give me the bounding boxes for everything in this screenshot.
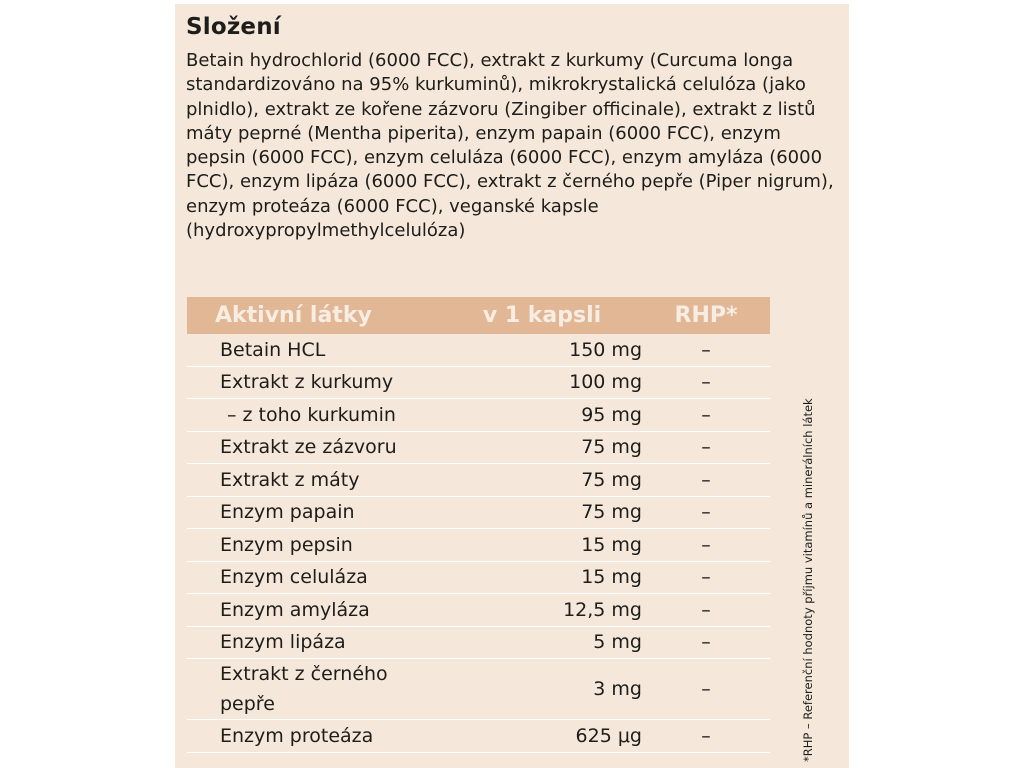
ingredient-amount: 95 mg — [442, 399, 642, 432]
rhp-footnote: *RHP – Referenční hodnoty příjmu vitamínů a minerálních látek — [801, 398, 815, 762]
ingredient-rhp: – — [642, 366, 770, 399]
ingredient-name: Extrakt z máty — [187, 464, 442, 497]
ingredient-rhp: – — [642, 720, 770, 753]
ingredient-amount: 150 mg — [442, 334, 642, 366]
ingredient-rhp: – — [642, 561, 770, 594]
table-row — [187, 399, 770, 432]
ingredient-rhp: – — [642, 626, 770, 659]
ingredient-name: Enzym amyláza — [187, 594, 442, 627]
ingredient-name: Extrakt z kurkumy — [187, 366, 442, 399]
ingredient-amount: 75 mg — [442, 496, 642, 529]
ingredient-amount: 5 mg — [442, 626, 642, 659]
composition-heading: Složení — [186, 14, 281, 40]
ingredient-amount: 625 μg — [442, 720, 642, 753]
ingredient-name: Extrakt z černého pepře — [187, 659, 442, 720]
header-per-capsule: v 1 kapsli — [442, 297, 642, 334]
ingredient-amount: 3 mg — [442, 659, 642, 720]
ingredient-rhp: – — [642, 659, 770, 720]
ingredient-rhp: – — [642, 496, 770, 529]
composition-text: Betain hydrochlorid (6000 FCC), extrakt z kurkumy (Curcuma longa standardizováno na 95% kurkuminů), mikrokrystalická celulóza (jako plnidlo), extrakt ze kořene zázvoru (Zingiber officinale), extrakt z listů máty peprné (Mentha piperita), enzym papain (6000 FCC), enzym pepsin (6000 FCC), enzym celuláza (6000 FCC), enzym amyláza (6000 FCC), enzym lipáza (6000 FCC), extrakt z černého pepře (Piper nigrum), enzym proteáza (6000 FCC), veganské kapsle (hydroxypropylmethylcelulóza) — [186, 50, 834, 242]
ingredient-amount: 100 mg — [442, 366, 642, 399]
ingredient-name: Enzym proteáza — [187, 720, 442, 753]
table-row — [187, 464, 770, 497]
table-row — [187, 496, 770, 529]
ingredient-rhp: – — [642, 431, 770, 464]
ingredient-amount: 75 mg — [442, 431, 642, 464]
ingredient-name: Betain HCL — [187, 334, 442, 366]
table-row — [187, 626, 770, 659]
header-rhp: RHP* — [642, 297, 770, 334]
table-row — [187, 720, 770, 753]
ingredient-name: Enzym celuláza — [187, 561, 442, 594]
ingredient-amount: 12,5 mg — [442, 594, 642, 627]
active-ingredients-table — [187, 297, 770, 753]
header-active-substances: Aktivní látky — [187, 297, 442, 334]
ingredient-name: Enzym lipáza — [187, 626, 442, 659]
ingredient-name: – z toho kurkumin — [187, 399, 442, 432]
ingredient-name: Enzym pepsin — [187, 529, 442, 562]
ingredient-name: Enzym papain — [187, 496, 442, 529]
table-row — [187, 561, 770, 594]
ingredient-amount: 75 mg — [442, 464, 642, 497]
ingredient-amount: 15 mg — [442, 529, 642, 562]
table-row — [187, 594, 770, 627]
table-row — [187, 659, 770, 720]
table-row — [187, 431, 770, 464]
ingredient-rhp: – — [642, 594, 770, 627]
table-header-row — [187, 297, 770, 334]
table-row — [187, 529, 770, 562]
ingredient-name: Extrakt ze zázvoru — [187, 431, 442, 464]
table-row — [187, 366, 770, 399]
ingredient-rhp: – — [642, 334, 770, 366]
ingredient-rhp: – — [642, 464, 770, 497]
table-row — [187, 334, 770, 366]
ingredient-rhp: – — [642, 399, 770, 432]
ingredient-rhp: – — [642, 529, 770, 562]
ingredient-amount: 15 mg — [442, 561, 642, 594]
